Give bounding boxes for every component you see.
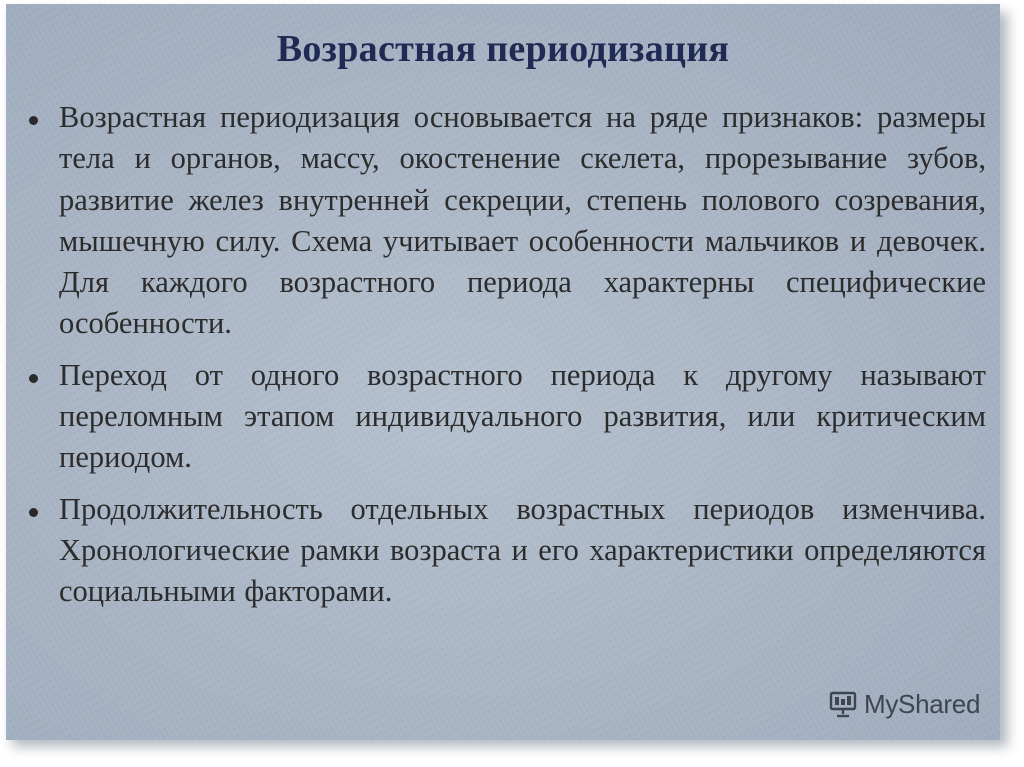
bullet-dot-icon bbox=[29, 508, 38, 517]
myshared-watermark bbox=[828, 686, 980, 722]
slide bbox=[6, 4, 1000, 740]
bullet-item bbox=[26, 355, 986, 479]
bullet-list bbox=[26, 97, 986, 623]
watermark-text: MyShared bbox=[864, 688, 981, 719]
bullet-text: Продолжительность отдельных возрастных периодов изменчива. Хронологические рамки возраста и его характеристики определяются социальными факторами. bbox=[59, 491, 986, 609]
bullet-text: Возрастная периодизация основывается на ряде признаков: размеры тела и органов, массу, окостенение скелета, прорезывание зубов, развитие желез внутренней секреции, степень полового созревания, мышечную силу. Схема учитывает особенности мальчиков и девочек. Для каждого возрастного периода характерны специфические особенности. bbox=[59, 100, 986, 341]
bullet-item bbox=[26, 489, 986, 613]
bullet-item bbox=[26, 97, 986, 345]
bullet-dot-icon bbox=[29, 374, 38, 383]
bullet-dot-icon bbox=[29, 116, 38, 125]
bullet-text: Переход от одного возрастного периода к другому называют переломным этапом индивидуального развития, или критическим периодом. bbox=[59, 357, 986, 475]
presentation-board-icon bbox=[828, 689, 858, 719]
slide-title: Возрастная периодизация bbox=[276, 28, 730, 70]
